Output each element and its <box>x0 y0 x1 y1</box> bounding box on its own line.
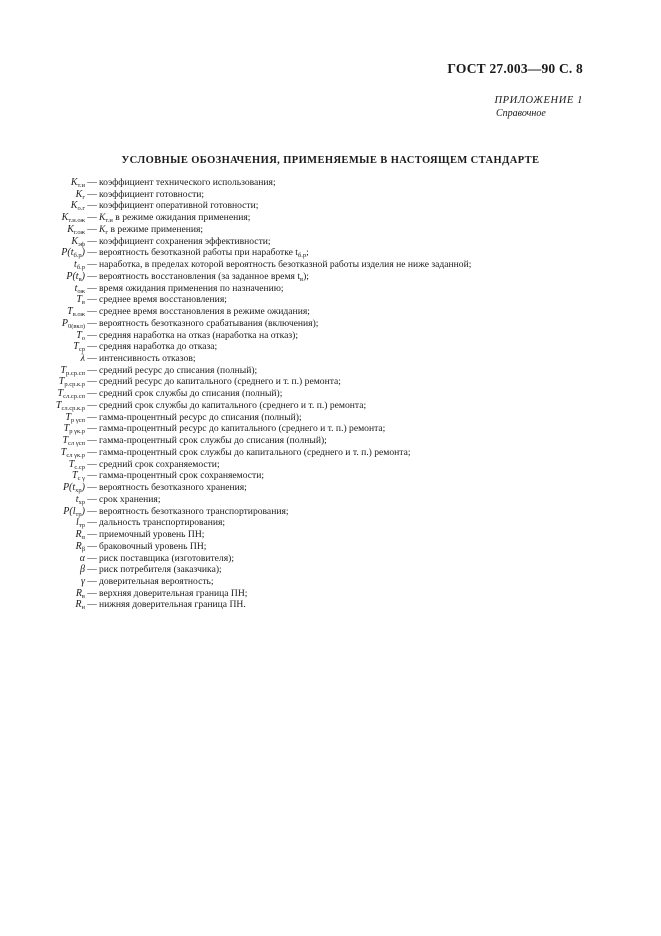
definition <box>99 271 661 283</box>
list-item <box>0 423 661 435</box>
symbol-main: P(t <box>61 247 74 259</box>
list-item <box>0 306 661 318</box>
symbol-main: t <box>74 259 77 271</box>
definition <box>99 482 661 494</box>
dash: — <box>87 247 97 259</box>
symbol-main: K <box>75 188 83 200</box>
dash: — <box>87 423 97 435</box>
definition <box>99 423 661 435</box>
symbol-subscript: т.и <box>77 182 85 189</box>
list-item <box>0 247 661 259</box>
symbol-subscript: α <box>81 534 85 542</box>
definition <box>99 283 661 295</box>
symbol-main: R <box>75 599 82 611</box>
symbol-main: T <box>76 294 82 306</box>
definition <box>99 517 661 529</box>
list-item <box>0 189 661 201</box>
symbol-main: T <box>68 458 75 470</box>
symbol <box>0 447 85 459</box>
dash: — <box>87 411 97 423</box>
dash: — <box>87 388 97 400</box>
symbol-main: K <box>67 223 74 235</box>
symbol <box>0 388 85 400</box>
symbol-main: R <box>75 529 82 541</box>
symbol-main: T <box>57 388 64 400</box>
symbol-subscript: с γ <box>77 475 85 483</box>
symbol <box>0 588 85 600</box>
symbol-main: l <box>76 517 79 529</box>
symbol-subscript: о <box>81 334 85 342</box>
definition-text: вероятность безотказной работы при наработке t <box>99 247 298 259</box>
symbol <box>0 224 85 236</box>
definition <box>99 494 661 506</box>
dash: — <box>87 446 97 458</box>
symbol <box>0 330 85 342</box>
symbol <box>0 306 85 318</box>
dash: — <box>87 517 97 529</box>
symbol-main: T <box>55 399 62 411</box>
symbol-subscript: сл γсп <box>68 440 85 448</box>
symbol-subscript: г.ож <box>73 228 85 236</box>
definition <box>99 506 661 518</box>
symbol-subscript: в <box>81 299 85 307</box>
definition <box>99 400 661 412</box>
definition <box>99 318 661 330</box>
symbol-main: T <box>73 341 79 353</box>
definition-text: гамма-процентный ресурс до капитального (среднего и т. п.) ремонта; <box>99 423 386 435</box>
dash: — <box>87 399 97 411</box>
list-item <box>0 564 661 576</box>
symbol-subscript: эф <box>78 240 85 248</box>
definition-text: коэффициент готовности; <box>99 188 205 200</box>
symbol <box>0 576 85 588</box>
page-header: ГОСТ 27.003—90 С. 8 <box>447 61 583 76</box>
list-item <box>0 529 661 541</box>
definition-text: среднее время восстановления в режиме ожидания; <box>99 306 310 318</box>
list-item <box>0 553 661 565</box>
list-item <box>0 365 661 377</box>
dash: — <box>87 223 97 235</box>
symbol <box>0 200 85 212</box>
symbol <box>0 494 85 506</box>
list-item <box>0 470 661 482</box>
dash: — <box>87 529 97 541</box>
symbol <box>0 529 85 541</box>
definition-var: K <box>99 212 106 224</box>
dash: — <box>87 353 97 365</box>
symbol-main: α <box>79 552 85 564</box>
symbol-list <box>0 177 661 611</box>
definition-text: время ожидания применения по назначению; <box>99 282 284 294</box>
symbol-main: γ <box>81 575 85 587</box>
definition-text: средний срок службы до списания (полный); <box>99 388 283 400</box>
symbol-main: T <box>76 329 82 341</box>
dash: — <box>87 270 97 282</box>
definition-text: гамма-процентный ресурс до списания (полный); <box>99 411 302 423</box>
symbol <box>0 506 85 518</box>
symbol-main: T <box>60 446 67 458</box>
symbol-subscript: сл.ср.к.р <box>61 404 85 412</box>
symbol-subscript: с.ср <box>74 463 85 471</box>
list-item <box>0 271 661 283</box>
symbol-subscript: сл.ср.сп <box>63 393 85 401</box>
symbol <box>0 423 85 435</box>
list-item <box>0 212 661 224</box>
definition-text: коэффициент сохранения эффективности; <box>99 235 271 247</box>
definition-text: верхняя доверительная граница ПН; <box>99 587 248 599</box>
symbol-main: T <box>72 470 78 482</box>
definition <box>99 247 661 259</box>
definition-text: вероятность безотказного транспортирования; <box>99 505 289 517</box>
symbol <box>0 189 85 201</box>
list-item <box>0 283 661 295</box>
symbol-main: β <box>80 564 85 576</box>
symbol-main: t <box>74 282 78 294</box>
definition-text: средний ресурс до капитального (среднего и т. п.) ремонта; <box>99 376 341 388</box>
symbol <box>0 564 85 576</box>
list-item <box>0 341 661 353</box>
definition-text: вероятность безотказного хранения; <box>99 482 247 494</box>
definition <box>99 459 661 471</box>
symbol-subscript: в <box>81 592 85 600</box>
dash: — <box>87 235 97 247</box>
dash: — <box>87 188 97 200</box>
symbol-tail: ) <box>81 505 85 517</box>
definition-text: средний ресурс до списания (полный); <box>99 364 258 376</box>
definition <box>99 588 661 600</box>
dash: — <box>87 329 97 341</box>
dash: — <box>87 364 97 376</box>
symbol-subscript: н <box>81 604 85 612</box>
definition <box>99 553 661 565</box>
symbol <box>0 294 85 306</box>
symbol <box>0 341 85 353</box>
symbol <box>0 259 85 271</box>
list-item <box>0 599 661 611</box>
definition <box>99 541 661 553</box>
symbol-subscript: г <box>82 193 85 201</box>
symbol-subscript: о.г <box>77 205 85 213</box>
definition <box>99 294 661 306</box>
symbol-main: T <box>65 411 71 423</box>
symbol-subscript: в <box>78 275 82 283</box>
dash: — <box>87 212 97 224</box>
list-item <box>0 294 661 306</box>
definition <box>99 330 661 342</box>
symbol <box>0 400 85 412</box>
symbol-subscript: 0(вкл) <box>67 322 85 330</box>
definition-text: средняя наработка до отказа; <box>99 341 218 353</box>
definition-text: интенсивность отказов; <box>99 353 196 365</box>
symbol-tail: ) <box>81 270 85 282</box>
definition-text: среднее время восстановления; <box>99 294 227 306</box>
symbol-main: T <box>63 423 70 435</box>
list-item <box>0 494 661 506</box>
symbol <box>0 553 85 565</box>
symbol <box>0 236 85 248</box>
definition <box>99 200 661 212</box>
symbol-subscript: β <box>81 545 85 553</box>
symbol-main: P <box>61 317 68 329</box>
definition-text: средний срок сохраняемости; <box>99 458 220 470</box>
list-item <box>0 177 661 189</box>
symbol-tail: ) <box>81 482 85 494</box>
section-title: УСЛОВНЫЕ ОБОЗНАЧЕНИЯ, ПРИМЕНЯЕМЫЕ В НАСТОЯЩЕМ СТАНДАРТЕ <box>121 155 540 166</box>
dash: — <box>87 493 97 505</box>
symbol-subscript: сл γк.р <box>66 451 85 459</box>
definition <box>99 189 661 201</box>
symbol-subscript: ср <box>78 346 85 354</box>
definition-text: срок хранения; <box>99 493 161 505</box>
symbol <box>0 517 85 529</box>
dash: — <box>87 282 97 294</box>
list-item <box>0 576 661 588</box>
definition <box>99 470 661 482</box>
definition-text: гамма-процентный срок сохраняемости; <box>99 470 265 482</box>
list-item <box>0 506 661 518</box>
list-item <box>0 259 661 271</box>
definition <box>99 224 661 236</box>
symbol-main: T <box>58 376 65 388</box>
dash: — <box>87 564 97 576</box>
dash: — <box>87 587 97 599</box>
symbol <box>0 470 85 482</box>
definition <box>99 599 661 611</box>
definition-text: коэффициент оперативной готовности; <box>99 200 259 212</box>
symbol-subscript: в.ож <box>72 311 85 319</box>
symbol <box>0 541 85 553</box>
list-item <box>0 517 661 529</box>
symbol-subscript: хр <box>78 498 85 506</box>
definition <box>99 576 661 588</box>
definition-text: в режиме ожидания применения; <box>112 212 251 224</box>
definition-text: риск поставщика (изготовителя); <box>99 552 234 564</box>
symbol-subscript: б.р <box>76 264 85 272</box>
list-item <box>0 400 661 412</box>
symbol-main: T <box>62 435 68 447</box>
dash: — <box>87 482 97 494</box>
definition <box>99 353 661 365</box>
list-item <box>0 200 661 212</box>
definition <box>99 212 661 224</box>
definition-text: средняя наработка на отказ (наработка на отказ); <box>99 329 299 341</box>
list-item <box>0 376 661 388</box>
symbol-main: λ <box>80 353 85 365</box>
symbol <box>0 247 85 259</box>
symbol-subscript: б.р <box>73 252 82 260</box>
dash: — <box>87 177 97 188</box>
dash: — <box>87 552 97 564</box>
definition-text: приемочный уровень ПН; <box>99 529 205 541</box>
symbol-main: K <box>61 212 69 224</box>
definition-tail: ; <box>306 247 309 259</box>
dash: — <box>87 294 97 306</box>
symbol <box>0 353 85 365</box>
definition-text: в режиме применения; <box>108 223 204 235</box>
definition-text: вероятность безотказного срабатывания (включения); <box>99 317 319 329</box>
definition-text: коэффициент технического использования; <box>99 177 276 188</box>
list-item <box>0 588 661 600</box>
definition <box>99 412 661 424</box>
symbol <box>0 376 85 388</box>
definition-tail: ); <box>303 270 309 282</box>
definition-var-subscript: г <box>105 228 109 236</box>
list-item <box>0 435 661 447</box>
dash: — <box>87 317 97 329</box>
definition <box>99 259 661 271</box>
definition-text: гамма-процентный срок службы до списания (полный); <box>99 435 327 447</box>
symbol-subscript: хр <box>75 487 82 495</box>
symbol <box>0 459 85 471</box>
symbol-subscript: р.ср.к.р <box>64 381 85 389</box>
definition-text: доверительная вероятность; <box>99 575 214 587</box>
symbol <box>0 212 85 224</box>
definition <box>99 564 661 576</box>
symbol-subscript: р.ср.сп <box>66 369 85 377</box>
definition-subscript: в <box>300 275 304 283</box>
dash: — <box>87 259 97 271</box>
symbol-tail: ) <box>81 247 85 259</box>
symbol-main: t <box>75 493 79 505</box>
definition <box>99 306 661 318</box>
symbol <box>0 365 85 377</box>
symbol-main: T <box>60 364 66 376</box>
symbol <box>0 599 85 611</box>
list-item <box>0 224 661 236</box>
definition-var-subscript: т.и <box>105 217 113 225</box>
definition-var: K <box>99 223 106 235</box>
definition-text: гамма-процентный срок службы до капитального (среднего и т. п.) ремонта; <box>99 446 411 458</box>
dash: — <box>87 435 97 447</box>
dash: — <box>87 458 97 470</box>
symbol-main: P(t <box>62 482 76 494</box>
definition-text: наработка, в пределах которой вероятность безотказной работы изделия не ниже заданной; <box>99 259 472 271</box>
dash: — <box>87 376 97 388</box>
definition <box>99 177 661 189</box>
symbol-main: P(t <box>66 270 79 282</box>
dash: — <box>87 599 97 611</box>
list-item <box>0 541 661 553</box>
symbol <box>0 435 85 447</box>
symbol <box>0 177 85 189</box>
dash: — <box>87 505 97 517</box>
symbol-main: R <box>75 540 82 552</box>
definition-text: дальность транспортирования; <box>99 517 226 529</box>
list-item <box>0 482 661 494</box>
dash: — <box>87 575 97 587</box>
definition-text: нижняя доверительная граница ПН. <box>99 599 246 611</box>
definition <box>99 529 661 541</box>
list-item <box>0 388 661 400</box>
symbol <box>0 482 85 494</box>
list-item <box>0 318 661 330</box>
definition <box>99 341 661 353</box>
appendix-title: ПРИЛОЖЕНИЕ 1 <box>494 95 583 106</box>
dash: — <box>87 470 97 482</box>
definition <box>99 435 661 447</box>
definition-subscript: б.р <box>297 252 307 260</box>
symbol-subscript: ож <box>77 287 85 295</box>
definition <box>99 236 661 248</box>
definition <box>99 388 661 400</box>
list-item <box>0 353 661 365</box>
symbol <box>0 283 85 295</box>
definition <box>99 365 661 377</box>
symbol-main: P(l <box>63 505 76 517</box>
list-item <box>0 412 661 424</box>
symbol-main: K <box>70 200 78 212</box>
symbol-subscript: тр <box>78 522 85 530</box>
list-item <box>0 330 661 342</box>
symbol-subscript: р γк.р <box>69 428 85 436</box>
appendix-type: Справочное <box>496 108 546 119</box>
dash: — <box>87 200 97 212</box>
list-item <box>0 236 661 248</box>
symbol <box>0 318 85 330</box>
symbol-main: T <box>67 306 73 318</box>
symbol-main: K <box>71 235 79 247</box>
symbol-subscript: т.и.ож <box>68 217 85 225</box>
list-item <box>0 447 661 459</box>
symbol <box>0 412 85 424</box>
definition <box>99 447 661 459</box>
definition <box>99 376 661 388</box>
definition-text: браковочный уровень ПН; <box>99 540 207 552</box>
symbol-main: K <box>70 177 78 188</box>
dash: — <box>87 306 97 318</box>
definition-text: риск потребителя (заказчика); <box>99 564 222 576</box>
definition-text: вероятность восстановления (за заданное время t <box>99 270 300 282</box>
symbol-main: R <box>75 587 82 599</box>
dash: — <box>87 540 97 552</box>
list-item <box>0 459 661 471</box>
dash: — <box>87 341 97 353</box>
symbol-subscript: р γсп <box>70 416 85 424</box>
symbol-subscript: тр <box>75 510 82 518</box>
definition-text: средний срок службы до капитального (среднего и т. п.) ремонта; <box>99 399 367 411</box>
symbol <box>0 271 85 283</box>
